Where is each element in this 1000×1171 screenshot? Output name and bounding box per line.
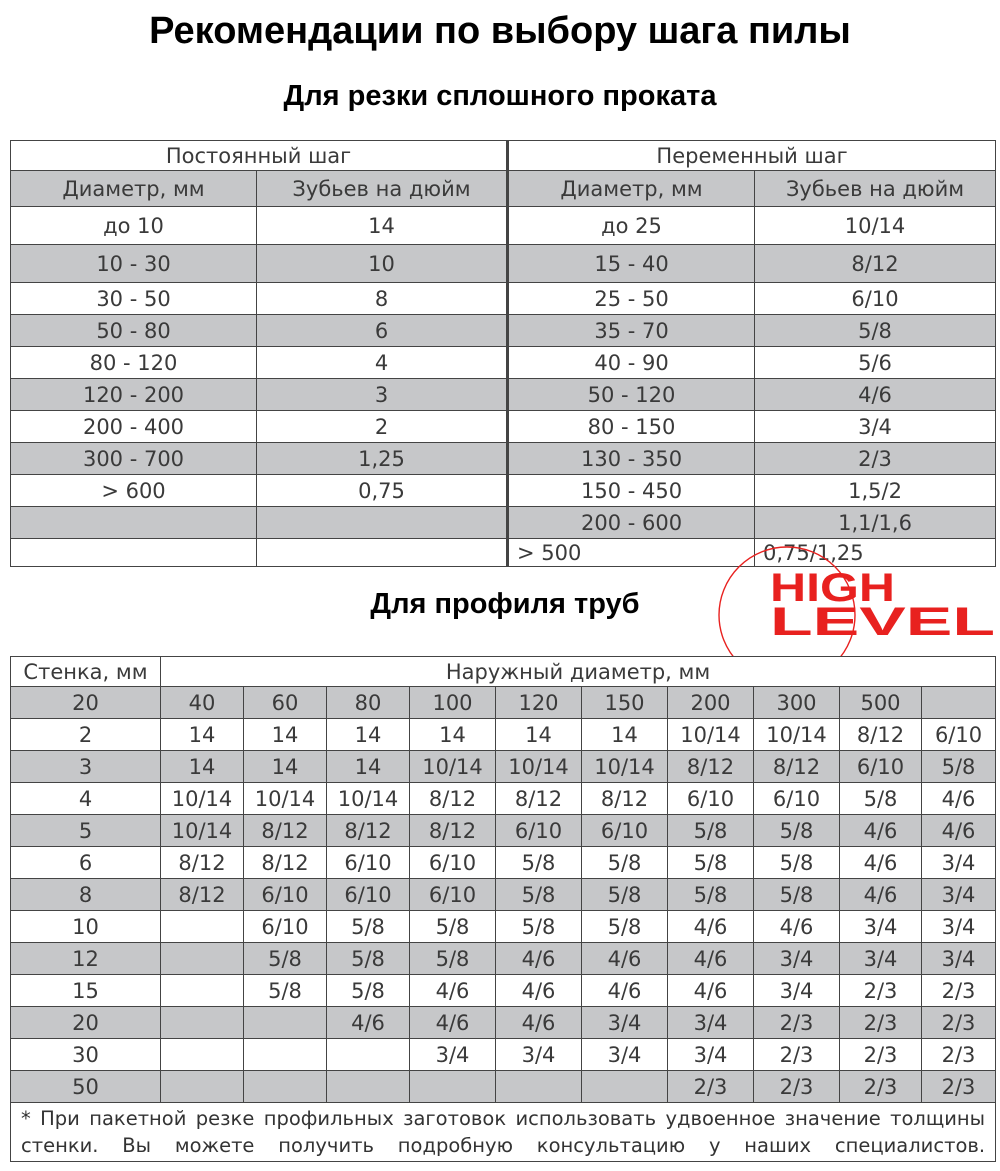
diameter-cell: 80 bbox=[327, 687, 410, 719]
table-cell: 80 - 120 bbox=[11, 347, 257, 379]
table-cell: 5/8 bbox=[244, 975, 327, 1007]
table-cell: 2/3 bbox=[754, 1071, 840, 1103]
logo-line2: LEVEL bbox=[770, 600, 995, 644]
wall-cell: 8 bbox=[11, 879, 161, 911]
table-cell: 0,75/1,25 bbox=[755, 539, 996, 567]
table-cell bbox=[161, 911, 244, 943]
table-cell: 5/8 bbox=[668, 815, 754, 847]
table-cell: 8/12 bbox=[327, 815, 410, 847]
table-cell: 14 bbox=[496, 719, 582, 751]
table-cell: 10/14 bbox=[161, 815, 244, 847]
column-header: Зубьев на дюйм bbox=[257, 171, 508, 207]
table-cell: 5/8 bbox=[244, 943, 327, 975]
table-row bbox=[11, 751, 996, 783]
group-constant-pitch: Постоянный шаг bbox=[11, 141, 508, 171]
diameter-cell: 120 bbox=[496, 687, 582, 719]
table-cell bbox=[257, 539, 508, 567]
table-cell: 2/3 bbox=[755, 443, 996, 475]
table-cell: 8/12 bbox=[410, 783, 496, 815]
table-cell: 4/6 bbox=[755, 379, 996, 411]
table-row bbox=[11, 1007, 996, 1039]
table-cell: 10/14 bbox=[244, 783, 327, 815]
table-cell: 4/6 bbox=[582, 943, 668, 975]
section-title-solid: Для резки сплошного проката bbox=[283, 80, 717, 112]
table-cell: 6/10 bbox=[410, 847, 496, 879]
table-row bbox=[11, 245, 996, 283]
wall-cell: 10 bbox=[11, 911, 161, 943]
table-row bbox=[11, 943, 996, 975]
table-cell: 14 bbox=[244, 751, 327, 783]
table-cell: 5/8 bbox=[496, 911, 582, 943]
table-cell: 5/8 bbox=[496, 879, 582, 911]
table-cell: 2 bbox=[257, 411, 508, 443]
footnote: * При пакетной резке профильных заготовок использовать удвоенное значение толщины стенки. Вы можете получить подробную консультацию у наших специалистов. bbox=[11, 1103, 996, 1162]
table-cell: 2/3 bbox=[922, 1007, 996, 1039]
table-cell: 4/6 bbox=[410, 975, 496, 1007]
table-cell: 10/14 bbox=[582, 751, 668, 783]
table-cell: 4/6 bbox=[327, 1007, 410, 1039]
table-cell: 3/4 bbox=[840, 943, 922, 975]
table-cell: 5/8 bbox=[754, 815, 840, 847]
table-cell: 5/8 bbox=[327, 911, 410, 943]
table-cell bbox=[11, 507, 257, 539]
wall-cell: 12 bbox=[11, 943, 161, 975]
table-cell: 5/8 bbox=[410, 911, 496, 943]
table-cell: 8/12 bbox=[496, 783, 582, 815]
table-cell: 8/12 bbox=[840, 719, 922, 751]
table-cell: 8/12 bbox=[582, 783, 668, 815]
table-cell: 130 - 350 bbox=[508, 443, 755, 475]
table-cell: 14 bbox=[244, 719, 327, 751]
table-cell: 3/4 bbox=[582, 1039, 668, 1071]
table-cell: 2/3 bbox=[922, 1071, 996, 1103]
table-cell: 14 bbox=[257, 207, 508, 245]
column-header: Зубьев на дюйм bbox=[755, 171, 996, 207]
diameter-cell: 300 bbox=[754, 687, 840, 719]
table-cell: 5/6 bbox=[755, 347, 996, 379]
column-header-row bbox=[11, 171, 996, 207]
table-row bbox=[11, 283, 996, 315]
column-header: Диаметр, мм bbox=[11, 171, 257, 207]
table-cell: 5/8 bbox=[327, 943, 410, 975]
table-row bbox=[11, 1071, 996, 1103]
table-cell: 8/12 bbox=[244, 815, 327, 847]
wall-header: Стенка, мм bbox=[11, 657, 161, 687]
diameter-cell: 20 bbox=[11, 687, 161, 719]
table-cell: до 25 bbox=[508, 207, 755, 245]
table-cell: 6/10 bbox=[244, 911, 327, 943]
table-cell bbox=[161, 1039, 244, 1071]
table-cell: 3/4 bbox=[840, 911, 922, 943]
table-cell: 3 bbox=[257, 379, 508, 411]
table-cell: 5/8 bbox=[327, 975, 410, 1007]
table-cell: 14 bbox=[410, 719, 496, 751]
pipe-profile-table bbox=[10, 656, 996, 1162]
table-cell: 2/3 bbox=[668, 1071, 754, 1103]
table-cell: 14 bbox=[327, 719, 410, 751]
table-cell: > 500 bbox=[508, 539, 755, 567]
table-cell: 5/8 bbox=[668, 879, 754, 911]
diameter-cell: 150 bbox=[582, 687, 668, 719]
table-cell: 4/6 bbox=[668, 975, 754, 1007]
table-cell: 5/8 bbox=[582, 911, 668, 943]
table-cell: 10 - 30 bbox=[11, 245, 257, 283]
table-cell bbox=[244, 1039, 327, 1071]
table-cell: 8/12 bbox=[755, 245, 996, 283]
table-cell: 10/14 bbox=[755, 207, 996, 245]
table-cell: 4/6 bbox=[922, 783, 996, 815]
table-cell: 10/14 bbox=[668, 719, 754, 751]
table-cell: 300 - 700 bbox=[11, 443, 257, 475]
table-cell: 2/3 bbox=[840, 975, 922, 1007]
table-cell: 50 - 120 bbox=[508, 379, 755, 411]
table-cell: 4/6 bbox=[668, 911, 754, 943]
table-cell: 1,25 bbox=[257, 443, 508, 475]
table-cell bbox=[327, 1071, 410, 1103]
table-cell: 4/6 bbox=[496, 943, 582, 975]
table-cell: 2/3 bbox=[922, 975, 996, 1007]
table-cell: 10/14 bbox=[754, 719, 840, 751]
table-cell: 5/8 bbox=[922, 751, 996, 783]
table-row bbox=[11, 815, 996, 847]
table-cell: 50 - 80 bbox=[11, 315, 257, 347]
table-cell: 3/4 bbox=[754, 975, 840, 1007]
table-cell: 3/4 bbox=[922, 911, 996, 943]
diameter-cell: 40 bbox=[161, 687, 244, 719]
table-cell: 3/4 bbox=[922, 879, 996, 911]
table-row bbox=[11, 719, 996, 751]
table-cell: 5/8 bbox=[840, 783, 922, 815]
table-cell: 30 - 50 bbox=[11, 283, 257, 315]
table-cell: 15 - 40 bbox=[508, 245, 755, 283]
table-cell: 14 bbox=[161, 719, 244, 751]
table-cell bbox=[257, 507, 508, 539]
table-row bbox=[11, 347, 996, 379]
table-cell: 2/3 bbox=[754, 1007, 840, 1039]
table-cell bbox=[161, 975, 244, 1007]
group-header-row bbox=[11, 141, 996, 171]
table-row bbox=[11, 879, 996, 911]
table-cell: 0,75 bbox=[257, 475, 508, 507]
table-cell: 40 - 90 bbox=[508, 347, 755, 379]
wall-cell: 50 bbox=[11, 1071, 161, 1103]
table-cell bbox=[496, 1071, 582, 1103]
table-cell: 10/14 bbox=[410, 751, 496, 783]
table-cell: 6/10 bbox=[755, 283, 996, 315]
table-cell: 8/12 bbox=[668, 751, 754, 783]
table-cell: 3/4 bbox=[922, 943, 996, 975]
diameter-cell: 100 bbox=[410, 687, 496, 719]
table-cell: 25 - 50 bbox=[508, 283, 755, 315]
table-row bbox=[11, 207, 996, 245]
table-cell: 14 bbox=[582, 719, 668, 751]
table-cell: 3/4 bbox=[582, 1007, 668, 1039]
table-row bbox=[11, 411, 996, 443]
logo-line1: HIGH bbox=[770, 566, 895, 610]
wall-cell: 30 bbox=[11, 1039, 161, 1071]
footnote-row bbox=[11, 1103, 996, 1162]
column-header: Диаметр, мм bbox=[508, 171, 755, 207]
table-row bbox=[11, 847, 996, 879]
table-row bbox=[11, 475, 996, 507]
wall-cell: 3 bbox=[11, 751, 161, 783]
table-cell: 5/8 bbox=[496, 847, 582, 879]
table-cell: 80 - 150 bbox=[508, 411, 755, 443]
diameter-row bbox=[11, 687, 996, 719]
page-title: Рекомендации по выбору шага пилы bbox=[149, 10, 851, 52]
table-cell bbox=[11, 539, 257, 567]
wall-cell: 5 bbox=[11, 815, 161, 847]
table-cell: 8/12 bbox=[754, 751, 840, 783]
table-cell: 5/8 bbox=[755, 315, 996, 347]
table-cell bbox=[244, 1007, 327, 1039]
table-cell: 2/3 bbox=[754, 1039, 840, 1071]
table-cell: до 10 bbox=[11, 207, 257, 245]
wall-cell: 20 bbox=[11, 1007, 161, 1039]
table-cell: 14 bbox=[161, 751, 244, 783]
table-cell: 200 - 400 bbox=[11, 411, 257, 443]
pipe-header-row bbox=[11, 657, 996, 687]
diameter-cell: 200 bbox=[668, 687, 754, 719]
table-cell: 3/4 bbox=[496, 1039, 582, 1071]
table-cell: 6/10 bbox=[754, 783, 840, 815]
table-cell: 5/8 bbox=[410, 943, 496, 975]
table-cell: > 600 bbox=[11, 475, 257, 507]
table-cell: 5/8 bbox=[582, 847, 668, 879]
table-cell: 10/14 bbox=[496, 751, 582, 783]
table-cell bbox=[327, 1039, 410, 1071]
table-cell bbox=[244, 1071, 327, 1103]
table-cell: 8/12 bbox=[161, 879, 244, 911]
table-cell: 6/10 bbox=[327, 847, 410, 879]
table-cell: 6/10 bbox=[496, 815, 582, 847]
table-cell: 3/4 bbox=[668, 1039, 754, 1071]
wall-cell: 4 bbox=[11, 783, 161, 815]
outer-diameter-header: Наружный диаметр, мм bbox=[161, 657, 996, 687]
table-cell: 10 bbox=[257, 245, 508, 283]
table-cell bbox=[582, 1071, 668, 1103]
table-cell: 35 - 70 bbox=[508, 315, 755, 347]
wall-cell: 6 bbox=[11, 847, 161, 879]
table-cell: 4/6 bbox=[410, 1007, 496, 1039]
table-cell: 2/3 bbox=[840, 1007, 922, 1039]
table-row bbox=[11, 315, 996, 347]
table-cell: 3/4 bbox=[922, 847, 996, 879]
table-cell: 6/10 bbox=[327, 879, 410, 911]
solid-stock-table bbox=[10, 140, 996, 567]
table-cell: 3/4 bbox=[668, 1007, 754, 1039]
table-cell: 6/10 bbox=[582, 815, 668, 847]
table-row bbox=[11, 507, 996, 539]
table-cell: 1,5/2 bbox=[755, 475, 996, 507]
table-cell: 4/6 bbox=[582, 975, 668, 1007]
table-cell: 6/10 bbox=[668, 783, 754, 815]
table-cell: 8 bbox=[257, 283, 508, 315]
table-row bbox=[11, 975, 996, 1007]
table-cell bbox=[161, 1071, 244, 1103]
table-cell: 120 - 200 bbox=[11, 379, 257, 411]
table-cell: 4 bbox=[257, 347, 508, 379]
table-cell: 5/8 bbox=[668, 847, 754, 879]
table-cell bbox=[161, 943, 244, 975]
table-cell: 6/10 bbox=[922, 719, 996, 751]
wall-cell: 15 bbox=[11, 975, 161, 1007]
table-cell: 150 - 450 bbox=[508, 475, 755, 507]
table-cell: 1,1/1,6 bbox=[755, 507, 996, 539]
table-cell: 5/8 bbox=[754, 879, 840, 911]
table-cell bbox=[410, 1071, 496, 1103]
table-cell bbox=[161, 1007, 244, 1039]
table-cell: 4/6 bbox=[840, 847, 922, 879]
table-cell: 3/4 bbox=[755, 411, 996, 443]
table-cell: 4/6 bbox=[922, 815, 996, 847]
table-cell: 6/10 bbox=[840, 751, 922, 783]
table-cell: 10/14 bbox=[161, 783, 244, 815]
diameter-cell: 60 bbox=[244, 687, 327, 719]
table-row bbox=[11, 911, 996, 943]
table-cell: 8/12 bbox=[244, 847, 327, 879]
table-cell: 4/6 bbox=[668, 943, 754, 975]
table-cell: 4/6 bbox=[496, 1007, 582, 1039]
table-cell: 2/3 bbox=[922, 1039, 996, 1071]
table-row bbox=[11, 379, 996, 411]
table-cell: 2/3 bbox=[840, 1039, 922, 1071]
group-variable-pitch: Переменный шаг bbox=[508, 141, 996, 171]
table-cell: 8/12 bbox=[410, 815, 496, 847]
table-cell: 4/6 bbox=[754, 911, 840, 943]
table-row bbox=[11, 783, 996, 815]
diameter-cell bbox=[922, 687, 996, 719]
section-title-pipes: Для профиля труб bbox=[370, 588, 640, 620]
wall-cell: 2 bbox=[11, 719, 161, 751]
table-row bbox=[11, 1039, 996, 1071]
table-cell: 3/4 bbox=[410, 1039, 496, 1071]
table-cell: 200 - 600 bbox=[508, 507, 755, 539]
table-cell: 6 bbox=[257, 315, 508, 347]
table-cell: 14 bbox=[327, 751, 410, 783]
table-cell: 5/8 bbox=[754, 847, 840, 879]
table-cell: 5/8 bbox=[582, 879, 668, 911]
table-cell: 2/3 bbox=[840, 1071, 922, 1103]
table-cell: 4/6 bbox=[840, 879, 922, 911]
table-cell: 6/10 bbox=[410, 879, 496, 911]
table-cell: 10/14 bbox=[327, 783, 410, 815]
table-cell: 4/6 bbox=[496, 975, 582, 1007]
table-cell: 3/4 bbox=[754, 943, 840, 975]
table-cell: 4/6 bbox=[840, 815, 922, 847]
table-cell: 8/12 bbox=[161, 847, 244, 879]
diameter-cell: 500 bbox=[840, 687, 922, 719]
table-cell: 6/10 bbox=[244, 879, 327, 911]
table-row bbox=[11, 443, 996, 475]
